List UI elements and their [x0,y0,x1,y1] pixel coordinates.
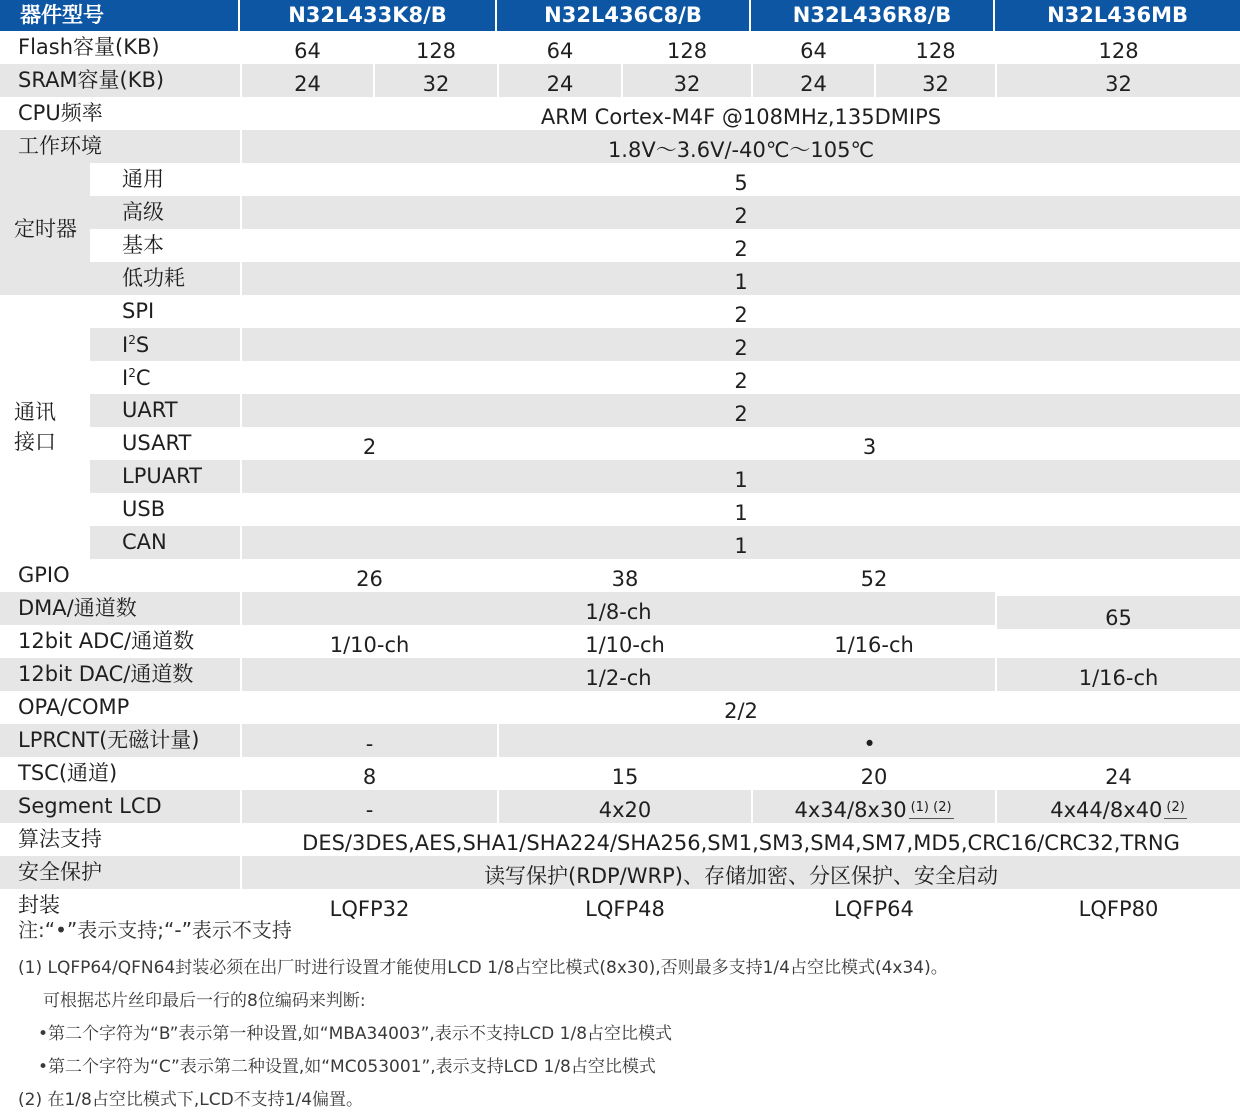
row-lpuart [0,460,1240,493]
cell: 20 [751,757,995,790]
cell: 15 [497,757,751,790]
cell: 2 [240,328,1240,361]
row-i2s [0,328,1240,361]
row-timer-advanced [0,196,1240,229]
cell: 2 [240,427,497,460]
cell: 1/16-ch [995,658,1240,691]
note-1c: •第二个字符为“C”表示第二种设置,如“MC053001”,表示支持LCD 1/8占空比模式 [38,1057,656,1077]
row-algo [0,823,1240,856]
cell: 3 [497,427,1240,460]
label-gpio: GPIO [0,559,240,592]
label-spi: SPI [90,295,240,328]
label-timer-lowpower: 低功耗 [90,262,240,295]
row-dac [0,658,1240,691]
model-n32l436r8: N32L436R8/B [751,0,995,31]
cell: 24 [751,64,874,97]
note-1: (1) LQFP64/QFN64封装必须在出厂时进行设置才能使用LCD 1/8占空比模式(8x30),否则最多支持1/4占空比模式(4x34)。 [18,958,948,978]
cell: 128 [995,31,1240,64]
label-uart: UART [90,394,240,427]
cell: 2/2 [240,691,1240,724]
cell: 24 [995,757,1240,790]
cell: 1 [240,262,1240,295]
cell: 1 [240,460,1240,493]
cell: 32 [874,64,995,97]
row-lcd [0,790,1240,823]
label-sram: SRAM容量(KB) [0,64,240,97]
cell: 5 [240,163,1240,196]
row-adc [0,625,1240,658]
row-cpu [0,97,1240,130]
row-timer-basic [0,229,1240,262]
cell: LQFP64 [751,889,995,922]
label-tsc: TSC(通道) [0,757,240,790]
row-sram [0,64,1240,97]
label-lcd: Segment LCD [0,790,240,823]
row-flash [0,31,1240,64]
cell: 1 [240,526,1240,559]
cell: 4x20 [497,790,751,823]
row-dma [0,592,1240,625]
model-n32l436c8: N32L436C8/B [497,0,751,31]
label-lprcnt: LPRCNT(无磁计量) [0,724,240,757]
label-i2c: $I^2C$ [90,361,240,394]
cell: 1/10-ch [240,625,497,658]
cell: 4x34/8x30 $^{(1) (2)}$ [751,790,995,823]
group-timer: 定时器 [0,163,90,295]
label-can: CAN [90,526,240,559]
cell: 32 [373,64,497,97]
label-flash: Flash容量(KB) [0,31,240,64]
group-comm-line2: 接口 [14,430,56,454]
note-2: (2) 在1/8占空比模式下,LCD不支持1/4偏置。 [18,1090,364,1110]
cell: - [240,790,497,823]
label-opa: OPA/COMP [0,691,240,724]
cell: 128 [874,31,995,64]
footnote-mark-r: (1) (2) [909,800,954,819]
cell: 1.8V～3.6V/-40℃～105℃ [240,130,1240,163]
cell: 1/10-ch [497,625,751,658]
footnote-mark-m: (2) [1164,800,1186,819]
cell: 128 [621,31,751,64]
row-security [0,856,1240,889]
row-usb [0,493,1240,526]
cell: DES/3DES,AES,SHA1/SHA224/SHA256,SM1,SM3,SM4,SM7,MD5,CRC16/CRC32,TRNG [240,823,1240,856]
cell: 1/2-ch [240,658,995,691]
cell: 1/16-ch [751,625,995,658]
header-row [0,0,1240,31]
cell: 4x44/8x40 $^{(2)}$ [995,790,1240,823]
label-timer-general: 通用 [90,163,240,196]
row-timer-general [0,163,1240,196]
cell [995,559,1240,592]
group-comm-line1: 通讯 [14,399,56,424]
label-dma: DMA/通道数 [0,592,240,625]
row-timer-lowpower [0,262,1240,295]
label-timer-basic: 基本 [90,229,240,262]
label-usart: USART [90,427,240,460]
cell: ARM Cortex-M4F @108MHz,135DMIPS [240,97,1240,130]
cell [995,625,1240,658]
note-1a: 可根据芯片丝印最后一行的8位编码来判断: [43,991,366,1011]
label-usb: USB [90,493,240,526]
label-timer-advanced: 高级 [90,196,240,229]
cell: LQFP48 [497,889,751,922]
cell: 1 [240,493,1240,526]
row-opa [0,691,1240,724]
group-comm [0,295,90,559]
label-package: 封装 [0,889,240,922]
cell: 52 [751,559,995,592]
cell: 2 [240,295,1240,328]
cell: 24 [497,64,621,97]
row-env [0,130,1240,163]
cell: 读写保护(RDP/WRP)、存储加密、分区保护、安全启动 [240,856,1240,889]
cell: LQFP80 [995,889,1240,922]
row-usart [0,427,1240,460]
row-tsc [0,757,1240,790]
row-can [0,526,1240,559]
cell: - [240,724,497,757]
label-env: 工作环境 [0,130,240,163]
cell: 1/8-ch [240,592,995,625]
row-lprcnt [0,724,1240,757]
row-uart [0,394,1240,427]
label-adc: 12bit ADC/通道数 [0,625,240,658]
cell: 2 [240,394,1240,427]
cell: 2 [240,196,1240,229]
cell: 24 [240,64,373,97]
row-gpio [0,559,1240,592]
cell: 2 [240,229,1240,262]
label-security: 安全保护 [0,856,240,889]
cell: 26 [240,559,497,592]
cell: 128 [373,31,497,64]
row-spi [0,295,1240,328]
cell: • [497,724,1240,757]
cell: 32 [995,64,1240,97]
label-algo: 算法支持 [0,823,240,856]
label-cpu: CPU频率 [0,97,240,130]
note-1b: •第二个字符为“B”表示第一种设置,如“MBA34003”,表示不支持LCD 1/8占空比模式 [38,1024,673,1044]
note-legend: 注:“•”表示支持;“-”表示不支持 [18,918,292,942]
cell: 8 [240,757,497,790]
footnotes [18,914,1228,1110]
cell: LQFP32 [240,889,497,922]
model-n32l433k8: N32L433K8/B [240,0,497,31]
cell: 64 [751,31,874,64]
cell: 32 [621,64,751,97]
cell: 2 [240,361,1240,394]
model-n32l436mb: N32L436MB [995,0,1240,31]
cell: 64 [240,31,373,64]
header-label: 器件型号 [0,0,240,31]
label-i2s: $I^2S$ [90,328,240,361]
cell: 38 [497,559,751,592]
cell: 65 [995,596,1240,629]
label-lpuart: LPUART [90,460,240,493]
label-dac: 12bit DAC/通道数 [0,658,240,691]
row-i2c [0,361,1240,394]
cell: 64 [497,31,621,64]
